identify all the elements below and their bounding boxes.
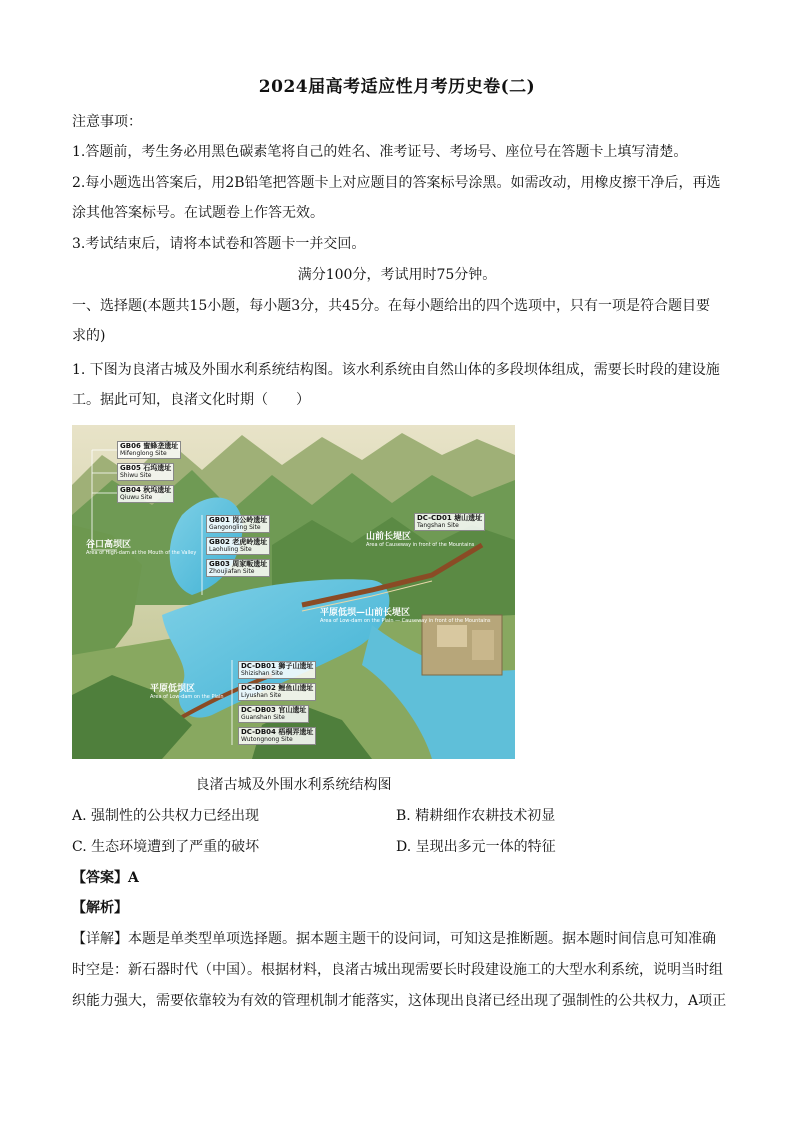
option-d: D. 呈现出多元一体的特征 <box>396 839 556 855</box>
zone-label-plain: 平原低坝—山前长堤区 Area of Low-dam on the Plain — Causeway in front of the Mountains <box>320 608 491 624</box>
option-c: C. 生态环境遭到了严重的破坏 <box>72 839 260 855</box>
site-label: DC-DB01 狮子山遗址 Shizishan Site <box>238 661 316 679</box>
liangzhu-water-system-map <box>72 425 515 759</box>
site-label: DC-CD01 塘山遗址 Tangshan Site <box>414 513 485 531</box>
site-label: GB05 石坞遗址 Shiwu Site <box>117 463 174 481</box>
site-label: GB02 老虎岭遗址 Laohuling Site <box>206 537 270 555</box>
option-b: B. 精耕细作农耕技术初显 <box>396 808 556 824</box>
figure-caption: 良渚古城及外围水利系统结构图 <box>195 777 392 793</box>
zone-label-valley: 谷口高坝区 Area of High-dam at the Mouth of the Valley <box>86 540 197 556</box>
site-label: GB06 蜜蜂垄遗址 Mifenglong Site <box>117 441 181 459</box>
section-heading: 一、选择题(本题共15小题，每小题3分，共45分。在每小题给出的四个选项中，只有一项是符合题目要 <box>72 298 710 314</box>
site-label: GB01 岗公岭遗址 Gangongling Site <box>206 515 270 533</box>
site-label: GB03 周家畈遗址 Zhoujiafan Site <box>206 559 270 577</box>
site-label: DC-DB03 官山遗址 Guanshan Site <box>238 705 309 723</box>
question-1-stem: 1. 下图为良渚古城及外围水利系统结构图。该水利系统由自然山体的多段坝体组成，需要长时段的建设施 <box>72 362 720 378</box>
question-1-stem-cont: 工。据此可知，良渚文化时期（ ） <box>72 392 310 408</box>
answer-line: 【答案】A <box>72 870 139 886</box>
notice-heading: 注意事项： <box>72 114 142 130</box>
note-3: 3.考试结束后，请将本试卷和答题卡一并交回。 <box>72 236 366 252</box>
site-label: DC-DB04 梧桐弄遗址 Wutongnong Site <box>238 727 316 745</box>
detail-line-2: 时空是：新石器时代（中国）。根据材料，良渚古城出现需要长时段建设施工的大型水利系统，说明当时组 <box>72 962 723 978</box>
detail-line-1: 【详解】本题是单类型单项选择题。据本题主题干的设问词，可知这是推断题。据本题时间信息可知准确 <box>72 931 716 947</box>
site-label: GB04 秋坞遗址 Qiuwu Site <box>117 485 174 503</box>
note-2: 2.每小题选出答案后，用2B铅笔把答题卡上对应题目的答案标号涂黑。如需改动，用橡皮擦干净后，再选 <box>72 175 721 191</box>
score-line: 满分100分，考试用时75分钟。 <box>297 267 497 283</box>
zone-label-lowdam: 平原低坝区 Area of Low-dam on the Plain <box>150 684 224 700</box>
page-title: 2024届高考适应性月考历史卷(二) <box>258 77 536 97</box>
option-a: A. 强制性的公共权力已经出现 <box>72 808 260 824</box>
note-1: 1.答题前，考生务必用黑色碳素笔将自己的姓名、准考证号、考场号、座位号在答题卡上填写清楚。 <box>72 144 688 160</box>
section-heading-cont: 求的) <box>72 328 106 344</box>
note-2-cont: 涂其他答案标号。在试题卷上作答无效。 <box>72 205 324 221</box>
detail-line-3: 织能力强大，需要依靠较为有效的管理机制才能落实，这体现出良渚已经出现了强制性的公共权力，A项正 <box>72 993 727 1009</box>
site-label: DC-DB02 鲤鱼山遗址 Liyushan Site <box>238 683 316 701</box>
analysis-heading: 【解析】 <box>72 900 128 916</box>
zone-label-mountain: 山前长堤区 Area of Causeway in front of the Mountains <box>366 532 475 548</box>
